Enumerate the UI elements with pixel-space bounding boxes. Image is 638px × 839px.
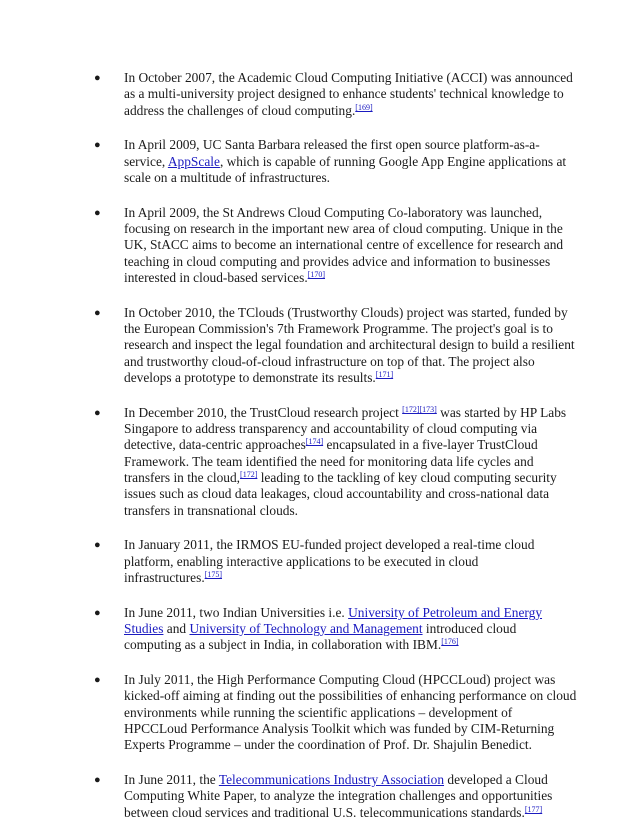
- text-segment: service,: [124, 153, 168, 169]
- text-line: [124, 503, 552, 519]
- citation-link[interactable]: [175]: [204, 569, 223, 579]
- list-item-text: [124, 137, 567, 186]
- text-segment: and: [163, 621, 190, 637]
- text-line: [124, 404, 567, 421]
- bullet-icon: ●: [94, 774, 101, 787]
- bullet-icon: ●: [94, 539, 101, 552]
- text-line: [124, 537, 552, 553]
- list-item: [92, 605, 552, 654]
- list-item-text: [124, 605, 552, 654]
- text-segment: kicked-off aiming at finding out the possibilities of enhancing performance on cloud: [124, 688, 577, 704]
- text-segment: between cloud services and traditional U.S. telecommunications standards.: [124, 804, 525, 820]
- citation-link[interactable]: [173]: [419, 404, 437, 414]
- text-line: [124, 321, 552, 337]
- text-line: [124, 772, 552, 788]
- citation-link[interactable]: [171]: [375, 369, 394, 379]
- text-segment: , which is capable of running Google App Engine applications at: [219, 153, 567, 169]
- text-segment: Framework. The team identified the need for monitoring data life cycles and: [124, 453, 534, 469]
- text-line: [124, 153, 567, 170]
- text-segment: Computing White Paper, to analyze the integration challenges and opportunities: [124, 788, 553, 804]
- text-segment: In October 2007, the Academic Cloud Computing Initiative (ACCI) was announced: [124, 70, 573, 85]
- hyperlink[interactable]: AppScale: [167, 153, 220, 169]
- text-segment: platform, enabling interactive applications to be executed in cloud: [124, 553, 479, 569]
- text-line: [124, 469, 557, 486]
- text-line: [124, 788, 552, 804]
- text-segment: as a multi-university project designed to enhance students' technical knowledge to: [124, 86, 564, 102]
- text-segment: In June 2011, the: [124, 772, 219, 788]
- bullet-list: [92, 70, 577, 839]
- list-item: [92, 204, 564, 286]
- text-segment: focusing on research in the important new area of cloud computing. Unique in the: [124, 221, 563, 237]
- citation-link[interactable]: [176]: [441, 637, 459, 647]
- text-segment: HPCCLoud Performance Analysis Toolkit which was funded by CIM-Returning: [124, 721, 555, 736]
- bullet-icon: ●: [94, 139, 101, 152]
- text-line: [124, 437, 552, 453]
- text-segment: In April 2009, the St Andrews Cloud Computing Co-laboratory was launched,: [124, 204, 543, 220]
- bullet-icon: ●: [94, 72, 101, 84]
- text-segment: In October 2010, the TClouds (Trustworthy Clouds) project was started, funded by: [124, 304, 568, 320]
- text-line: [124, 205, 552, 221]
- list-item: [92, 137, 567, 186]
- list-item-text: [124, 404, 567, 519]
- text-segment: In July 2011, the High Performance Computing Cloud (HPCCLoud) project was: [124, 672, 556, 688]
- text-line: [124, 354, 552, 370]
- text-segment: teaching in cloud computing and provides advice and information to businesses: [124, 253, 551, 269]
- bullet-icon: ●: [94, 674, 101, 687]
- hyperlink[interactable]: Telecommunications Industry Association: [218, 772, 445, 788]
- text-line: [124, 705, 552, 721]
- text-segment: In January 2011, the IRMOS EU-funded project developed a real-time cloud: [124, 537, 535, 553]
- text-segment: environments while running the scientific applications – development of: [124, 704, 513, 720]
- text-segment: In April 2009, UC Santa Barbara released the first open source platform-as-a-: [124, 137, 540, 153]
- list-item-text: [124, 672, 577, 753]
- list-item: [92, 404, 567, 519]
- bullet-icon: ●: [94, 606, 101, 619]
- text-segment: transfers in transnational clouds.: [124, 502, 299, 518]
- text-line: [124, 337, 575, 353]
- text-segment: and trustworthy cloud-of-cloud infrastructure on top of that. The project also: [124, 353, 535, 369]
- bullet-icon: ●: [94, 406, 101, 419]
- hyperlink[interactable]: University of Technology and Management: [189, 621, 423, 637]
- text-segment: issues such as cloud data leakages, cloud accountability and cross-national data: [124, 486, 550, 502]
- list-item: [92, 537, 552, 586]
- text-line: [124, 637, 552, 653]
- text-line: [124, 570, 552, 586]
- text-segment: transfers in the cloud,: [124, 469, 241, 485]
- text-line: [124, 221, 563, 237]
- text-line: [124, 672, 556, 688]
- bullet-icon: ●: [94, 306, 101, 319]
- text-line: [124, 554, 552, 570]
- list-item-text: [124, 772, 552, 821]
- text-segment: leading to the tackling of key cloud computing security: [257, 469, 557, 485]
- text-line: [124, 103, 552, 119]
- text-line: [124, 421, 552, 437]
- text-segment: the European Commission's 7th Framework Programme. The project's goal is to: [124, 321, 553, 337]
- text-segment: detective, data-centric approaches: [124, 437, 306, 453]
- text-line: [124, 70, 573, 86]
- text-line: [124, 270, 552, 286]
- text-line: [124, 86, 564, 102]
- list-item: [92, 304, 575, 386]
- text-line: [124, 170, 552, 186]
- text-line: [124, 621, 552, 637]
- text-line: [124, 254, 552, 270]
- list-item: [92, 772, 552, 821]
- bullet-icon: ●: [94, 206, 101, 219]
- citation-link[interactable]: [177]: [524, 804, 543, 814]
- text-segment: was started by HP Labs: [436, 404, 567, 420]
- list-item: [92, 70, 573, 119]
- text-segment: address the challenges of cloud computing.: [124, 102, 356, 118]
- text-segment: develops a prototype to demonstrate its results.: [124, 369, 376, 385]
- citation-link[interactable]: [170]: [307, 269, 326, 279]
- text-line: [124, 454, 552, 470]
- citation-link[interactable]: [172]: [240, 469, 258, 479]
- text-segment: computing as a subject in India, in collaboration with IBM.: [124, 637, 442, 653]
- text-line: [124, 721, 555, 737]
- text-segment: developed a Cloud: [444, 772, 548, 788]
- text-segment: research and inspect the legal foundation and architectural design to build a resilient: [124, 337, 575, 353]
- text-segment: infrastructures.: [124, 569, 205, 585]
- text-segment: In June 2011, two Indian Universities i.e.: [124, 604, 349, 620]
- text-segment: Experts Programme – under the coordination of Prof. Dr. Shajulin Benedict.: [124, 737, 532, 753]
- text-segment: interested in cloud-based services.: [124, 269, 308, 285]
- text-segment: encapsulated in a five-layer TrustCloud: [323, 437, 538, 453]
- text-segment: introduced cloud: [422, 621, 517, 637]
- text-segment: In December 2010, the TrustCloud research project: [124, 404, 403, 420]
- hyperlink[interactable]: University of Petroleum and Energy: [348, 604, 543, 620]
- text-line: [124, 137, 552, 153]
- list-item-text: [124, 204, 564, 286]
- citation-link[interactable]: [169]: [355, 102, 373, 112]
- text-line: [124, 605, 552, 621]
- citation-link[interactable]: [172]: [402, 404, 420, 414]
- text-segment: UK, StACC aims to become an international centre of excellence for research and: [124, 237, 564, 253]
- text-segment: scale on a multitude of infrastructures.: [124, 169, 330, 185]
- list-item: [92, 672, 577, 753]
- text-line: [124, 737, 552, 753]
- hyperlink[interactable]: Studies: [124, 621, 164, 637]
- text-line: [124, 237, 564, 253]
- text-line: [124, 805, 552, 821]
- list-item-text: [124, 537, 552, 586]
- text-segment: Singapore to address transparency and accountability of cloud computing via: [124, 421, 538, 437]
- list-item-text: [124, 70, 573, 119]
- text-line: [124, 486, 552, 502]
- list-item-text: [124, 304, 575, 386]
- citation-link[interactable]: [174]: [305, 437, 324, 447]
- text-line: [124, 688, 577, 704]
- text-line: [124, 304, 568, 321]
- text-line: [124, 370, 552, 386]
